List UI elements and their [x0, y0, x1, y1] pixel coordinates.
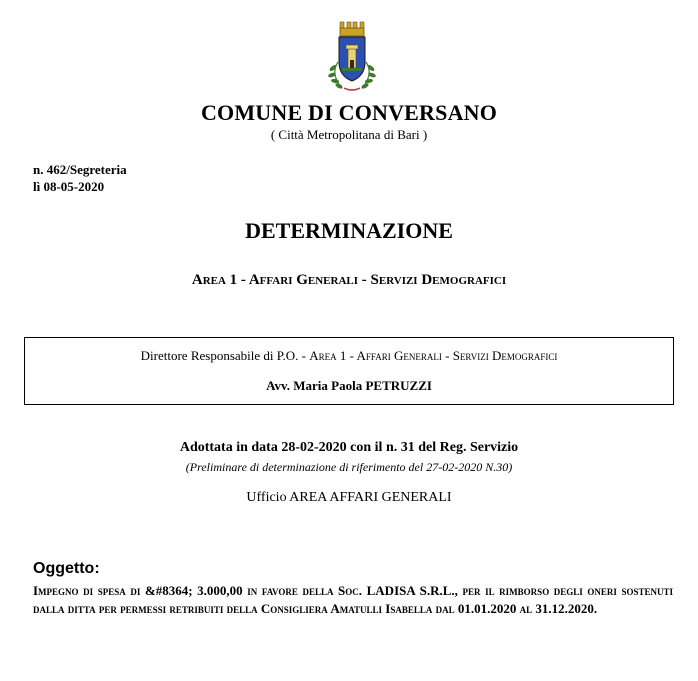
municipal-crest-logo — [318, 18, 386, 96]
protocol-date: lì 08-05-2020 — [33, 179, 105, 194]
protocol-number: n. 462/Segreteria — [33, 162, 127, 177]
director-box — [24, 337, 674, 405]
shield-icon — [339, 37, 365, 81]
crown-icon — [340, 22, 364, 36]
adoption-statement: Adottata in data 28-02-2020 con il n. 31 del Reg. Servizio — [179, 440, 519, 455]
municipality-title: COMUNE DI CONVERSANO — [200, 100, 498, 125]
director-role-area: Area 1 - Affari Generali - Servizi Demografici — [309, 348, 558, 363]
director-role — [25, 348, 673, 364]
protocol-block — [33, 161, 127, 195]
office-name: Ufficio AREA AFFARI GENERALI — [246, 490, 452, 505]
director-role-prefix: Direttore Responsabile di P.O. - — [140, 348, 310, 363]
director-name: Avv. Maria Paola PETRUZZI — [266, 378, 432, 393]
preliminary-reference: (Preliminare di determinazione di riferimento del 27-02-2020 N.30) — [185, 460, 513, 474]
subject-label: Oggetto: — [33, 560, 100, 577]
document-type-heading: DETERMINAZIONE — [245, 218, 453, 243]
area-heading: Area 1 - Affari Generali - Servizi Demografici — [191, 272, 507, 288]
province-subtitle: ( Città Metropolitana di Bari ) — [270, 127, 428, 142]
subject-text: Impegno di spesa di &#8364; 3.000,00 in favore della Soc. LADISA S.R.L., per il rimborso degli oneri sostenuti dalla ditta per permessi retribuiti della Consigliera Amatulli Isabella dal 01.01.2020 al 31.12.2020. — [33, 583, 673, 616]
